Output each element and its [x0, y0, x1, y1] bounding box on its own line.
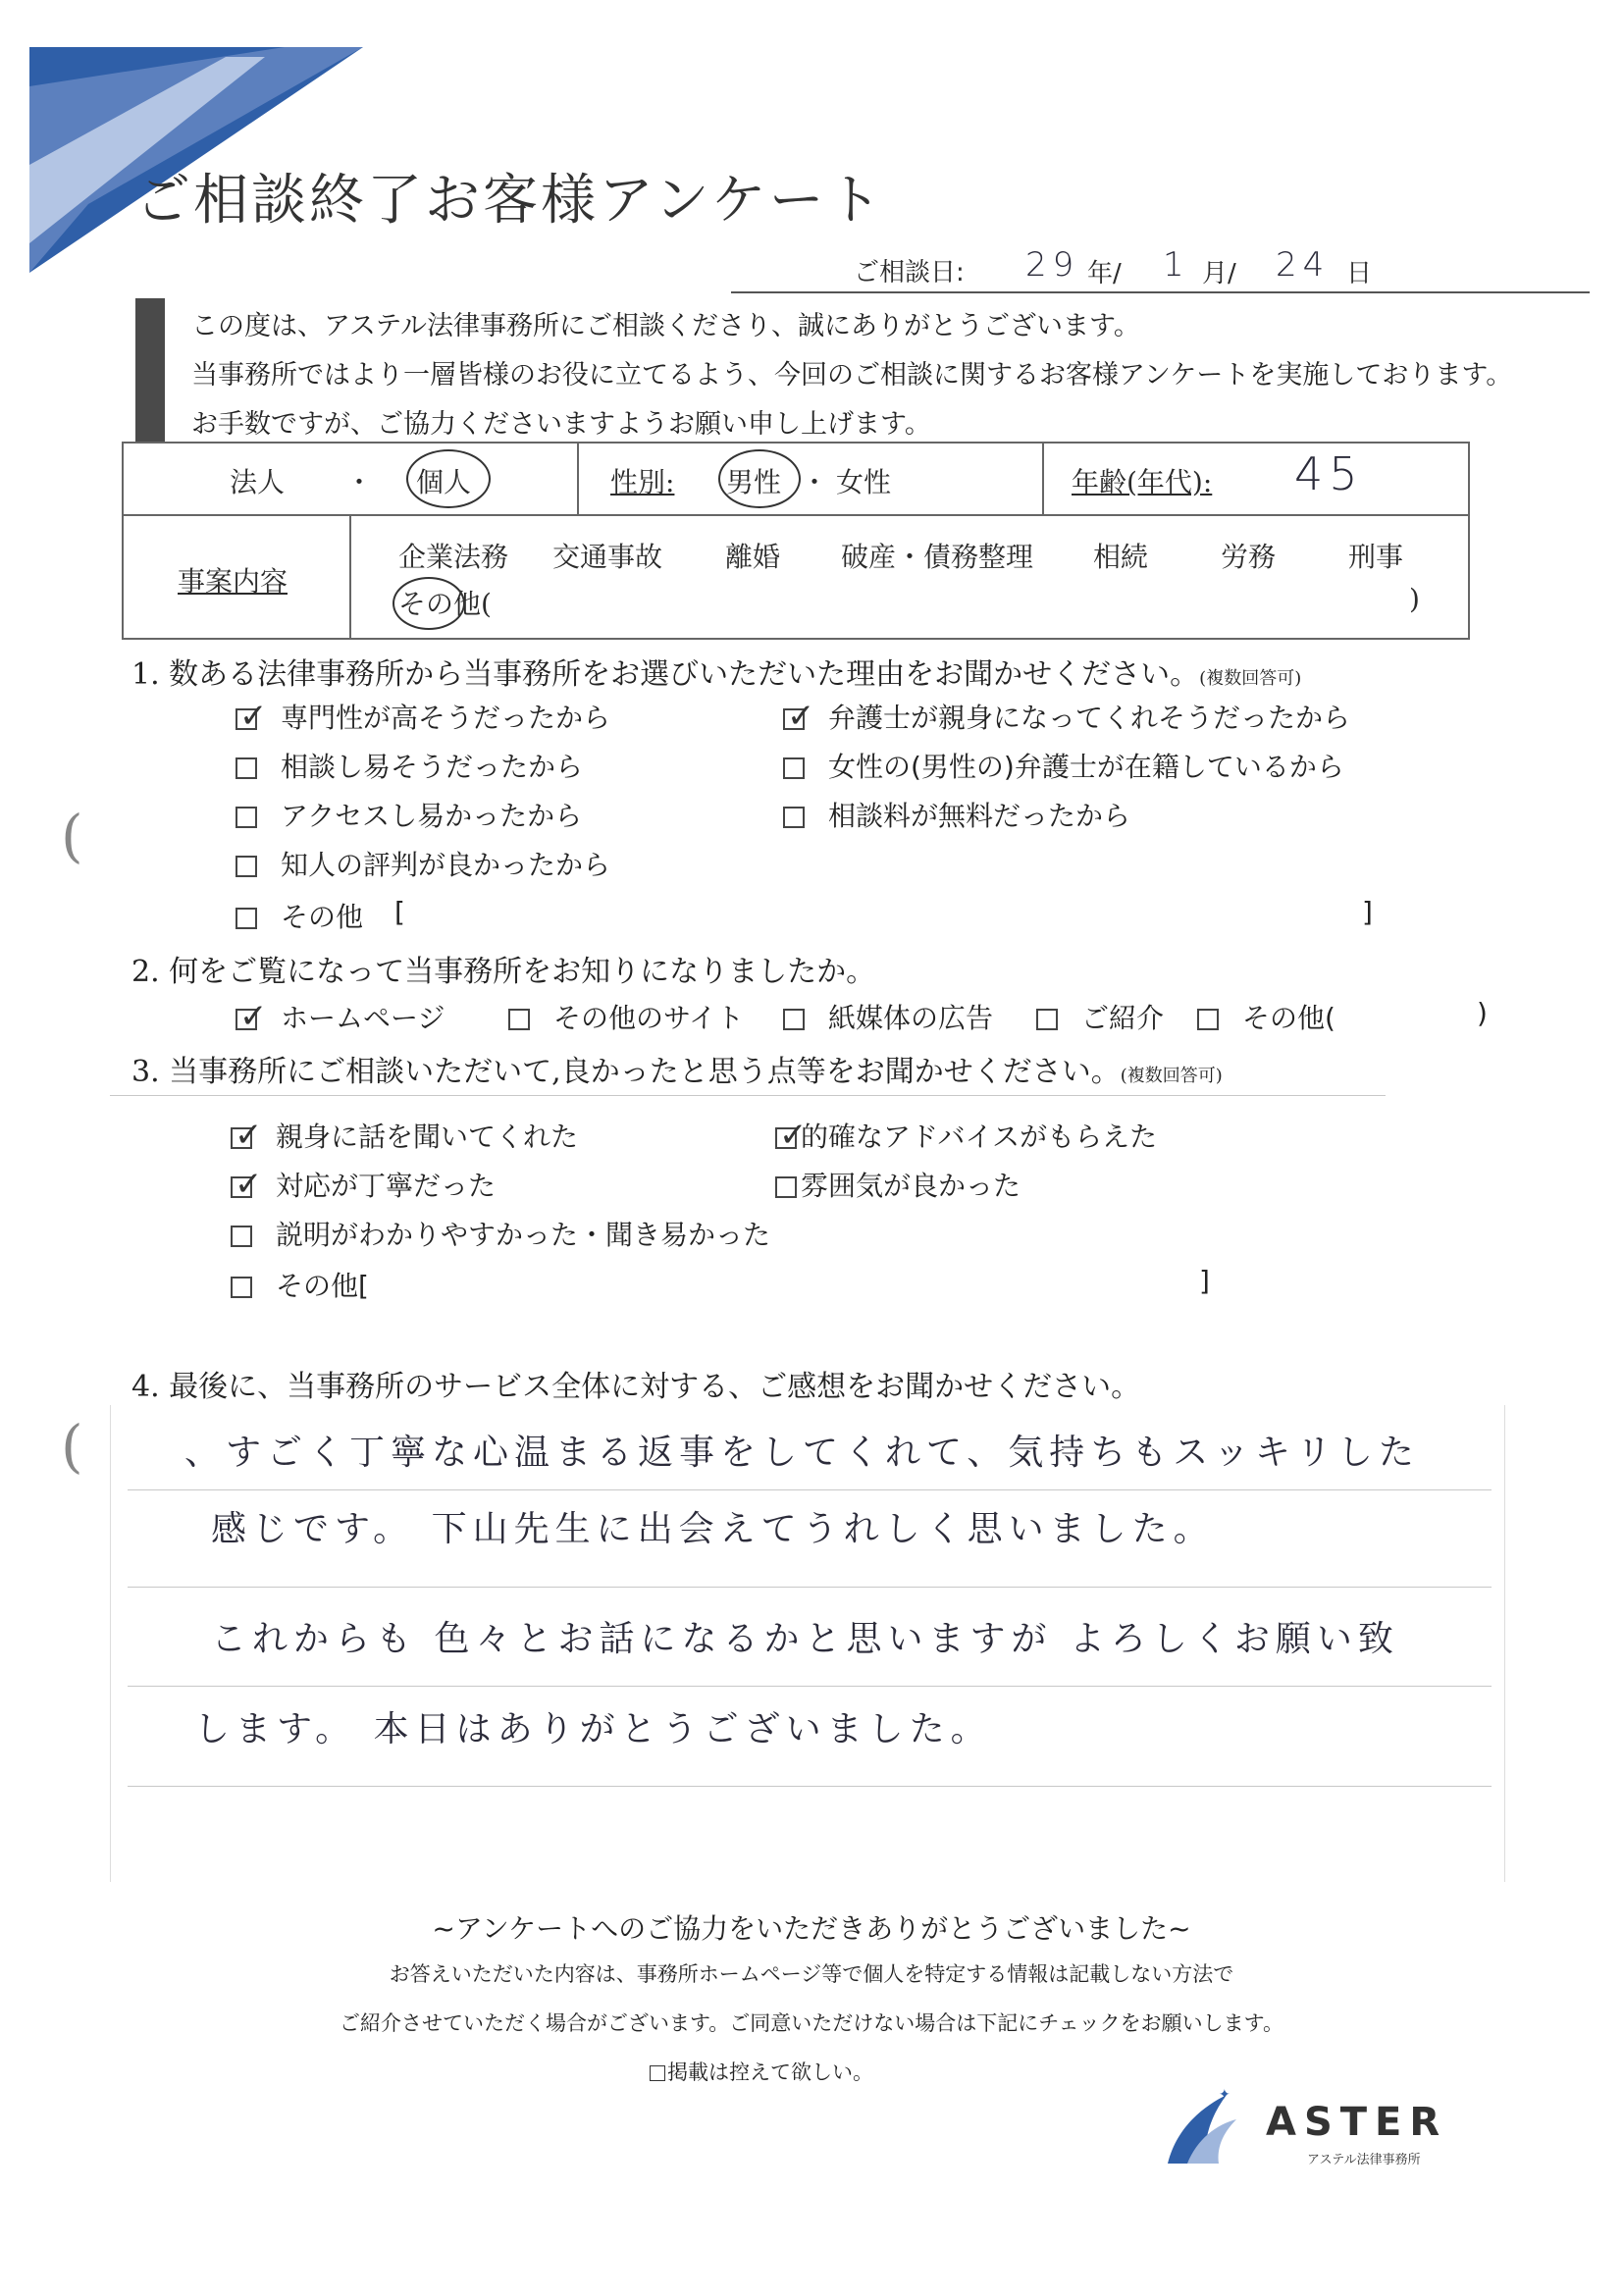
comment-rule	[128, 1786, 1492, 1787]
q1-option-7[interactable]	[236, 844, 610, 883]
option-label: 紙媒体の広告	[828, 1002, 994, 1034]
q2-option-referral[interactable]	[1036, 997, 1164, 1036]
option-label: その他のサイト	[553, 1002, 745, 1034]
comment-rule	[128, 1587, 1492, 1588]
check-mark-icon: ✓	[779, 1116, 808, 1155]
q1-other-bracket-open: [	[394, 896, 405, 928]
option-label: 説明がわかりやすかった・聞き易かった	[276, 1219, 771, 1251]
selection-circle	[406, 449, 491, 508]
checkbox[interactable]	[783, 1009, 805, 1030]
option-label: その他	[281, 901, 364, 933]
date-year-unit: 年/	[1087, 259, 1122, 288]
option-label: 対応が丁寧だった	[276, 1170, 497, 1202]
age-label: 年齢(年代):	[1072, 466, 1213, 498]
checkbox[interactable]	[236, 856, 257, 877]
case-type-labor: 労務	[1221, 541, 1277, 573]
optout-label: 掲載は控えて欲しい。	[667, 2061, 873, 2084]
case-type-other-close: )	[1409, 583, 1420, 615]
checkbox[interactable]	[1197, 1009, 1219, 1030]
q1-option-3[interactable]	[236, 746, 583, 785]
intro-line-3: お手数ですが、ご協力くださいますようお願い申し上げます。	[191, 409, 931, 440]
option-label: 弁護士が親身になってくれそうだったから	[828, 702, 1351, 734]
case-type-divorce: 離婚	[725, 541, 781, 573]
option-label: その他(	[1242, 1002, 1335, 1034]
date-month: 1	[1163, 245, 1190, 285]
checkbox[interactable]	[775, 1176, 797, 1198]
option-label: 女性の(男性の)弁護士が在籍しているから	[828, 751, 1344, 783]
checkbox[interactable]	[236, 807, 257, 828]
footer-line-2: ご紹介させていただく場合がございます。ご同意いただけない場合は下記にチェックをお願いします。	[339, 2011, 1283, 2035]
client-type-corporate: 法人	[230, 466, 286, 498]
q2-option-other-site[interactable]	[508, 997, 744, 1036]
checkbox[interactable]	[1036, 1009, 1058, 1030]
checkbox[interactable]	[775, 1116, 808, 1155]
punch-hole-mark: (	[61, 803, 83, 869]
case-label-box	[124, 516, 351, 640]
q1-option-5[interactable]	[236, 795, 582, 834]
footer-line-1: お答えいただいた内容は、事務所ホームページ等で個人を特定する情報は記載しない方法で	[389, 1962, 1234, 1986]
q2-option-other[interactable]	[1197, 997, 1335, 1036]
check-mark-icon: ✓	[239, 697, 268, 736]
punch-hole-mark: (	[61, 1413, 83, 1480]
q3-option-5[interactable]	[231, 1214, 770, 1253]
case-type-bankruptcy: 破産・債務整理	[841, 541, 1034, 573]
q2-question: 2. 何をご覧になって当事務所をお知りになりましたか。	[131, 955, 876, 989]
respondent-info-table	[122, 442, 1470, 640]
optout-option[interactable]	[650, 2057, 873, 2086]
q1-note: (複数回答可)	[1199, 668, 1302, 689]
checkbox[interactable]	[236, 697, 268, 736]
comment-line-1: 、すごく丁寧な心温まる返事をしてくれて、気持ちもスッキリした	[184, 1433, 1420, 1473]
selection-circle	[718, 449, 801, 508]
q3-option-2[interactable]	[775, 1116, 1157, 1155]
q1-option-1[interactable]	[236, 697, 610, 736]
checkbox[interactable]	[231, 1277, 252, 1298]
q3-other-close: ]	[1199, 1265, 1210, 1297]
q2-option-print-ad[interactable]	[783, 997, 993, 1036]
q1-other-bracket-close: ]	[1362, 896, 1373, 928]
gender-label: 性別:	[610, 466, 675, 498]
comment-line-4: します。 本日はありがとうございました。	[194, 1709, 992, 1749]
date-month-unit: 月/	[1202, 259, 1236, 288]
case-label: 事案内容	[178, 565, 288, 598]
option-label: 親身に話を聞いてくれた	[276, 1121, 579, 1153]
case-type-traffic-accident: 交通事故	[552, 541, 663, 573]
date-label: ご相談日:	[854, 258, 965, 287]
intro-accent-bar	[135, 298, 165, 442]
comment-rule	[128, 1686, 1492, 1687]
checkbox[interactable]	[236, 908, 257, 929]
divider	[110, 1095, 1386, 1096]
page-title: ご相談終了お客様アンケート	[135, 169, 885, 233]
checkbox[interactable]	[236, 757, 257, 779]
q3-note: (複数回答可)	[1120, 1066, 1223, 1086]
case-type-corporate-law: 企業法務	[398, 541, 509, 573]
gender-male: 男性	[726, 466, 782, 498]
check-mark-icon: ✓	[235, 1165, 263, 1204]
option-label: 雰囲気が良かった	[801, 1170, 1021, 1202]
option-label: その他[	[276, 1270, 369, 1302]
intro-line-2: 当事務所ではより一層皆様のお役に立てるよう、今回のご相談に関するお客様アンケートを実施しております。	[191, 360, 1513, 391]
option-label: アクセスし易かったから	[281, 800, 583, 832]
client-type-individual: 個人	[416, 466, 472, 498]
aster-logo-mark-icon	[1158, 2085, 1246, 2173]
comment-rule	[128, 1489, 1492, 1490]
option-label: 相談し易そうだったから	[281, 751, 584, 783]
q1-question-text: 1. 数ある法律事務所から当事務所をお選びいただいた理由をお聞かせください。	[131, 657, 1200, 692]
q1-option-2[interactable]	[783, 697, 1350, 736]
date-year: 29	[1025, 245, 1080, 285]
gender-female: 女性	[836, 466, 892, 498]
option-label: ホームページ	[281, 1002, 445, 1034]
q3-option-6[interactable]	[231, 1265, 369, 1304]
option-label: 知人の評判が良かったから	[281, 849, 611, 881]
gender-separator: ・	[801, 466, 829, 498]
q1-question	[131, 650, 1301, 693]
intro-line-1: この度は、アステル法律事務所にご相談くださり、誠にありがとうございます。	[191, 311, 1140, 341]
check-mark-icon: ✓	[787, 697, 815, 736]
checkbox[interactable]	[236, 997, 268, 1036]
footer-thanks: ~アンケートへのご協力をいただきありがとうございました~	[432, 1912, 1191, 1945]
brand-subtitle: アステル法律事務所	[1307, 2153, 1421, 2167]
checkbox[interactable]	[783, 757, 805, 779]
checkbox[interactable]	[231, 1116, 263, 1155]
case-type-inheritance: 相続	[1093, 541, 1149, 573]
comment-line-3: これからも 色々とお話になるかと思いますが よろしくお願い致	[211, 1619, 1399, 1659]
date-day: 24	[1276, 245, 1331, 285]
case-type-other: その他(	[398, 588, 492, 620]
brand-name: ASTER	[1266, 2100, 1448, 2145]
check-mark-icon: ✓	[235, 1116, 263, 1155]
checkbox[interactable]	[783, 697, 815, 736]
q3-option-4[interactable]	[775, 1165, 1021, 1204]
gender-cell	[578, 443, 1043, 515]
case-type-criminal: 刑事	[1348, 541, 1404, 573]
q3-question-text: 3. 当事務所にご相談いただいて,良かったと思う点等をお聞かせください。	[131, 1055, 1121, 1089]
comment-line-2: 感じです。 下山先生に出会えてうれしく思いました。	[211, 1509, 1215, 1549]
checkbox[interactable]	[783, 807, 805, 828]
date-day-unit: 日	[1346, 259, 1373, 288]
q1-option-4[interactable]	[783, 746, 1344, 785]
checkbox[interactable]	[508, 1009, 530, 1030]
svg-text:✦: ✦	[1219, 2087, 1230, 2103]
q3-question	[131, 1047, 1223, 1090]
check-mark-icon: ✓	[239, 997, 268, 1036]
q2-other-close: )	[1477, 997, 1488, 1029]
q3-option-1[interactable]	[231, 1116, 578, 1155]
q1-option-8[interactable]	[236, 896, 363, 935]
checkbox[interactable]	[231, 1226, 252, 1247]
case-type-cell	[123, 515, 1469, 639]
option-label: 専門性が高そうだったから	[281, 702, 611, 734]
client-type-separator: ・	[345, 466, 374, 498]
q2-option-homepage[interactable]	[236, 997, 445, 1036]
client-type-cell	[123, 443, 578, 515]
checkbox[interactable]	[231, 1165, 263, 1204]
option-label: 的確なアドバイスがもらえた	[801, 1121, 1158, 1153]
checkbox[interactable]	[650, 2065, 665, 2081]
selection-circle	[393, 577, 465, 630]
option-label: ご紹介	[1081, 1002, 1165, 1034]
age-value: 45	[1294, 447, 1364, 500]
age-cell	[1043, 443, 1469, 515]
q3-option-3[interactable]	[231, 1165, 496, 1204]
q4-question: 4. 最後に、当事務所のサービス全体に対する、ご感想をお聞かせください。	[131, 1370, 1141, 1404]
q1-option-6[interactable]	[783, 795, 1130, 834]
option-label: 相談料が無料だったから	[828, 800, 1131, 832]
